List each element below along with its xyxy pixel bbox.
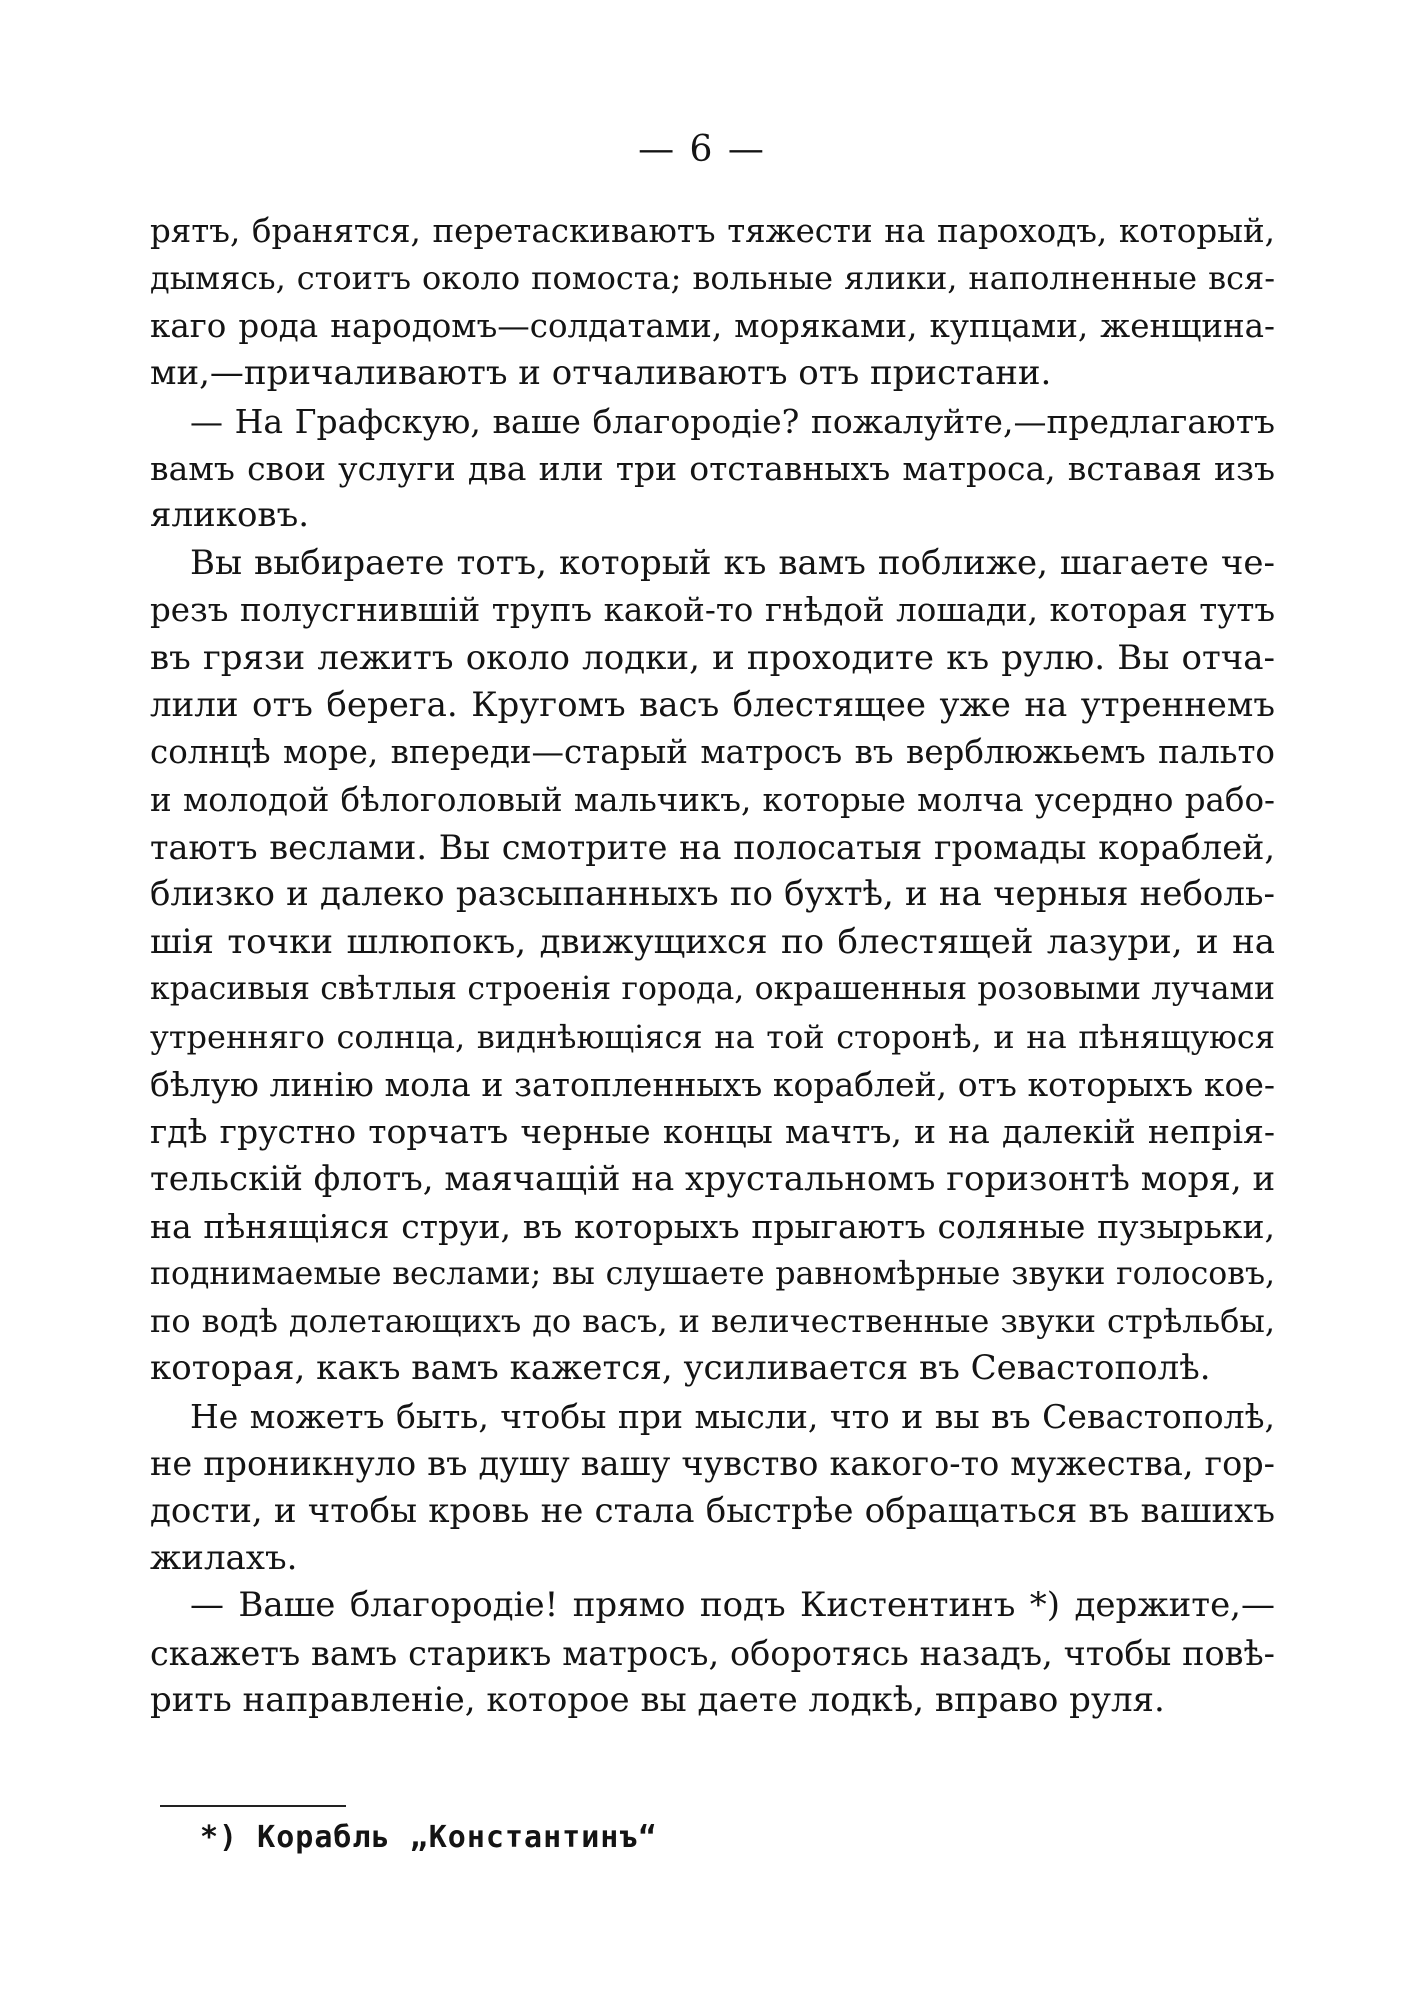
footnote: *) Корабль „Константинъ“ <box>200 1820 658 1855</box>
paragraph <box>150 540 1275 1393</box>
text-line: рятъ, бранятся, перетаскиваютъ тяжести на пароходъ, который, <box>150 212 1275 250</box>
text-line: не проникнуло въ душу вашу чувство какого-то мужества, гор- <box>150 1444 1275 1484</box>
paragraph <box>150 1393 1275 1583</box>
text-line: ми,—причаливаютъ и отчаливаютъ отъ пристани. <box>150 353 1052 394</box>
text-line: которая, какъ вамъ кажется, усиливается въ Севастополѣ. <box>150 1348 1211 1389</box>
text-line: Не можетъ быть, чтобы при мысли, что и вы въ Севастополѣ, <box>190 1396 1275 1436</box>
text-line: скажетъ вамъ старикъ матросъ, оборотясь назадъ, чтобы повѣ- <box>150 1633 1275 1673</box>
text-line: резъ полусгнившій трупъ какой-то гнѣдой лошади, которая тутъ <box>150 591 1275 630</box>
text-line: по водѣ долетающихъ до васъ, и величественные звуки стрѣльбы, <box>150 1301 1275 1340</box>
text-line: въ грязи лежитъ около лодки, и проходите къ рулю. Вы отча- <box>150 637 1275 678</box>
text-line: и молодой бѣлоголовый мальчикъ, которые молча усердно рабо- <box>150 780 1275 819</box>
text-line: солнцѣ море, впереди—старый матросъ въ верблюжьемъ пальто <box>150 733 1275 772</box>
text-line: — На Графскую, ваше благородіе? пожалуйте,—предлагаютъ <box>190 401 1275 441</box>
text-line: дымясь, стоитъ около помоста; вольные ялики, наполненные вся- <box>150 259 1275 298</box>
paragraph <box>150 398 1275 540</box>
text-line: дости, и чтобы кровь не стала быстрѣе обращаться въ вашихъ <box>150 1490 1275 1531</box>
body-text <box>150 208 1275 1725</box>
text-line: вамъ свои услуги два или три отставныхъ матроса, вставая изъ <box>150 448 1275 488</box>
text-line: яликовъ. <box>150 495 310 536</box>
page-number: — 6 — <box>638 129 766 170</box>
text-line: таютъ веслами. Вы смотрите на полосатыя громады кораблей, <box>150 828 1275 868</box>
paragraph <box>150 208 1275 398</box>
text-line: на пѣнящіяся струи, въ которыхъ прыгаютъ соляные пузырьки, <box>150 1207 1275 1247</box>
text-line: тельскій флотъ, маячащій на хрустальномъ горизонтѣ моря, и <box>150 1158 1275 1199</box>
text-line: утренняго солнца, виднѣющіяся на той сторонѣ, и на пѣнящуюся <box>150 1017 1275 1056</box>
footnote-divider <box>160 1805 346 1807</box>
text-line: красивыя свѣтлыя строенія города, окрашенныя розовыми лучами <box>150 971 1275 1008</box>
text-line: шія точки шлюпокъ, движущихся по блестящей лазури, и на <box>150 921 1275 962</box>
text-line: — Ваше благородіе! прямо подъ Кистентинъ *) держите,— <box>190 1585 1275 1626</box>
text-line: жилахъ. <box>150 1537 298 1578</box>
text-line: поднимаемые веслами; вы слушаете равномѣрные звуки голосовъ, <box>150 1255 1275 1292</box>
text-line: близко и далеко разсыпанныхъ по бухтѣ, и на черныя неболь- <box>150 874 1275 915</box>
text-line: рить направленіе, которое вы даете лодкѣ, вправо руля. <box>150 1680 1165 1721</box>
text-line: гдѣ грустно торчатъ черные концы мачтъ, и на далекій непрія- <box>150 1112 1275 1152</box>
text-line: бѣлую линію мола и затопленныхъ кораблей, отъ которыхъ кое- <box>150 1065 1275 1105</box>
paragraph <box>150 1582 1275 1724</box>
text-line: каго рода народомъ—солдатами, моряками, купцами, женщина- <box>150 306 1275 345</box>
text-line: Вы выбираете тотъ, который къ вамъ поближе, шагаете че- <box>190 542 1275 583</box>
text-line: лили отъ берега. Кругомъ васъ блестящее уже на утреннемъ <box>150 684 1275 725</box>
